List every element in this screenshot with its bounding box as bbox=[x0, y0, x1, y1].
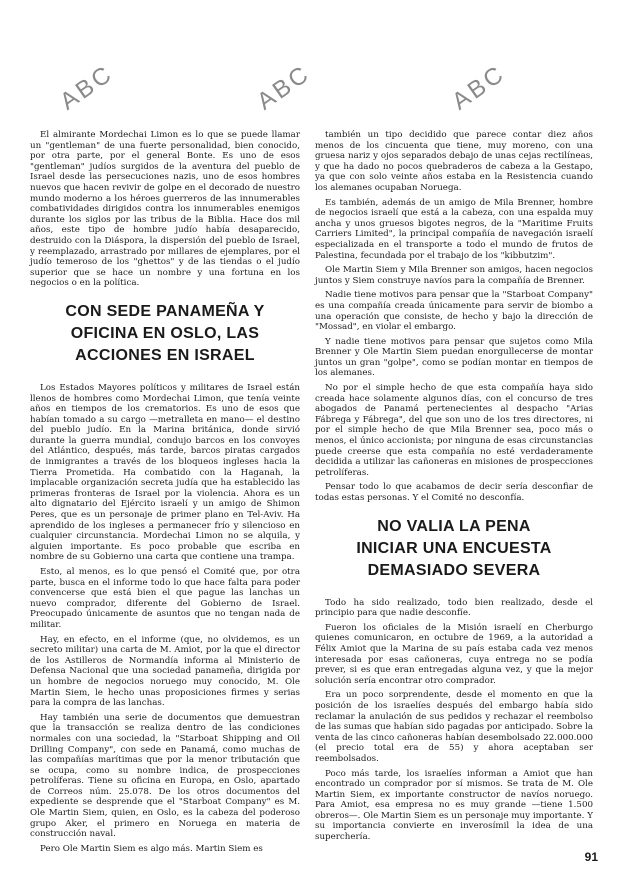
paragraph: Es también, además de un amigo de Mila Brenner, hombre de negocios israelí que está a la cabeza, con una espalda muy ancha y unos gruesos bigotes negros, de la "Maritime Fruits Carriers Limited", la principal compañía de navegación israelí especializada en el transporte a todo el mundo de frutos de Palestina, fecundada por el trabajo de los "kibbutzim". bbox=[315, 197, 593, 261]
paragraph: Hay, en efecto, en el informe (que, no olvidemos, es un secreto militar) una carta de M. Amiot, por la que el director de los Astilleros de Normandía informa al Ministerio de Defensa Nacional que una sociedad panameña, dirigida por un hombre de negocios noruego muy conocido, M. Ole Martin Siem, le hecho unas proposiciones firmes y serias para la compra de las lanchas. bbox=[30, 634, 300, 709]
paragraph: Poco más tarde, los israelíes informan a Amiot que han encontrado un comprador por sí mismos. Se trata de M. Ole Martin Siem, ex importante constructor de navíos noruego. Para Amiot, esa empresa no es muy grande —tiene 1.500 obreros—. Ole Martin Siem es un personaje muy importante. Y su importancia convierte en inverosímil la idea de una superchería. bbox=[315, 768, 593, 843]
paragraph: Pensar todo lo que acabamos de decir sería desconfiar de todas estas personas. Y el Comité no desconfía. bbox=[315, 482, 593, 503]
paragraph: Era un poco sorprendente, desde el momento en que la posición de los israelíes después del embargo había sido reclamar la anulación de sus pedidos y rechazar el reembolso de las sumas que habían sido pagadas por anticipado. Sobre la venta de las cinco cañoneras habían desembolsado 22.000.000 (el precio total era de 55) y ahora aceptaban ser reembolsados. bbox=[315, 690, 593, 764]
right-body-2 bbox=[315, 598, 593, 843]
watermark-center: ABC bbox=[252, 59, 316, 116]
paragraph: Y nadie tiene motivos para pensar que sujetos como Mila Brenner y Ole Martin Siem puedan enorgullecerse de montar juntos un gran "golpe", como se podían montar en tiempos de los alemanes. bbox=[315, 336, 593, 379]
paragraph: No por el simple hecho de que esta compañía haya sido creada hace solamente algunos días, con el concurso de tres abogados de Panamá pertenecientes al despacho "Arias Fábrega y Fábrega", del que son uno de los tres directores, ni por el simple hecho de que Mila Brenner sea, poco más o menos, el único accionista; por ninguna de esas circunstancias puede creerse que esta compañía no esté verdaderamente decidida a utilizar las cañoneras en misiones de prospecciones petrolíferas. bbox=[315, 383, 593, 478]
paragraph: también un tipo decidido que parece contar diez años menos de los cincuenta que tiene, muy moreno, con una gruesa nariz y ojos separados debajo de unas cejas rectilíneas, y que ha dado no pocos quebraderos de cabeza a la Gestapo, ya que con solo veinte años estaba en la Resistencia cuando los alemanes ocupaban Noruega. bbox=[315, 130, 593, 193]
watermark-right: ABC bbox=[447, 59, 511, 116]
paragraph: Hay también una serie de documentos que demuestran que la transacción se realiza dentro de las condiciones normales con una sociedad, la "Starboat Shipping and Oil Drilling Company", con sede en Panamá, como muchas de las compañías marítimas que por la menor tributación que se ocupa, como su nombre indica, de prospecciones petrolíferas. Tiene su oficina en Europa, en Oslo, apartado de Correos núm. 25.078. De los otros documentos del expediente se desprende que el "Starboat Company" es M. Ole Martin Siem, quien, en Oslo, es la cabeza del poderoso grupo Aker, el primero en Noruega en materia de construcción naval. bbox=[30, 712, 300, 840]
paragraph: Fueron los oficiales de la Misión israelí en Cherburgo quienes comunicaron, en octubre de 1969, a la autoridad a Félix Amiot que la Marina de su país estaba cada vez menos interesada por esas cañoneras, cuya entrega no se podía prever, si es que eran entregadas alguna vez, y que la mejor solución sería encontrar otro comprador. bbox=[315, 622, 593, 686]
right-body bbox=[315, 130, 593, 504]
left-body bbox=[30, 383, 300, 855]
page-number: 91 bbox=[584, 850, 598, 864]
intro-text bbox=[30, 130, 300, 289]
section-heading: CON SEDE PANAMEÑA Y OFICINA EN OSLO, LAS ACCIONES EN ISRAEL bbox=[65, 302, 265, 364]
section-heading: NO VALIA LA PENA INICIAR UNA ENCUESTA DEMASIADO SEVERA bbox=[356, 517, 552, 579]
paragraph: Todo ha sido realizado, todo bien realizado, desde el principio para que nadie desconfíe. bbox=[315, 597, 593, 619]
paragraph: Esto, al menos, es lo que pensó el Comité que, por otra parte, busca en el informe todo lo que hace falta para poder convencerse que está bien el que pague las lanchas un nuevo comprador, diferente del Gobierno de Israel. Preocupado únicamente de asuntos que no tengan nada de militar. bbox=[30, 567, 300, 630]
paragraph: El almirante Mordechai Limon es lo que se puede llamar un "gentleman" de una fuerte personalidad, bien conocido, por otra parte, por el general Bonte. Es uno de esos "gentleman" judíos surgidos de la aventura del pueblo de Israel desde las persecuciones nazis, uno de esos hombres nuevos que hacen revivir de golpe en el decorado de nuestro mundo moderno a los héroes guerreros de las innumerables combatividades dirigidos contra los innumerables enemigos durante los siglos por las tribus de la Biblia. Hace dos mil años, este tipo de hombre judío había desaparecido, destruido con la Diáspora, la dispersión del pueblo de Israel, y reemplazado, arrastrado por millares de ejemplares, por el judío temeroso de los "ghettos" y de las tiendas o el judío superior que se hace un nombre y una fortuna en los negocios o en la política. bbox=[30, 130, 300, 289]
left-column bbox=[30, 130, 300, 858]
paragraph: Nadie tiene motivos para pensar que la "Starboat Company" es una compañía creada únicamente para servir de biombo a una operación que consiste, de hecho y bajo la dirección de "Mossad", en violar el embargo. bbox=[315, 290, 593, 333]
paragraph: Los Estados Mayores políticos y militares de Israel están llenos de hombres como Mordechai Limon, que tenía veinte años en tiempos de los crematorios. Es uno de esos que habían tomado a su cargo —metralleta en mano— el destino del pueblo judío. En la Marina británica, donde sirvió durante la guerra mundial, condujo barcos en los convoyes del Atlántico, después, más tarde, barcos piratas cargados de inmigrantes a través de los bloqueos ingleses hacia la Tierra Prometida. Ha combatido con la Haganah, la implacable organización secreta judía que ha establecido las primeras fronteras de Israel por la violencia. Ahora es un alto dignatario del Ejército israelí y un amigo de Shimon Peres, que es un personaje de primer plano en Tel-Aviv. Ha aprendido de los ingleses a permanecer frío y silencioso en cualquier circunstancia. Mordechai Limon no se alquila, y alguien importante. Es poco probable que escriba en nombre de su Gobierno una carta que contiene una trampa. bbox=[30, 382, 300, 563]
right-column bbox=[315, 130, 593, 847]
watermark-left: ABC bbox=[55, 59, 119, 116]
paragraph: Pero Ole Martin Siem es algo más. Martin Siem es bbox=[40, 843, 263, 854]
paragraph: Ole Martin Siem y Mila Brenner son amigos, hacen negocios juntos y Siem construye navíos para la compañía de Brenner. bbox=[315, 265, 593, 286]
